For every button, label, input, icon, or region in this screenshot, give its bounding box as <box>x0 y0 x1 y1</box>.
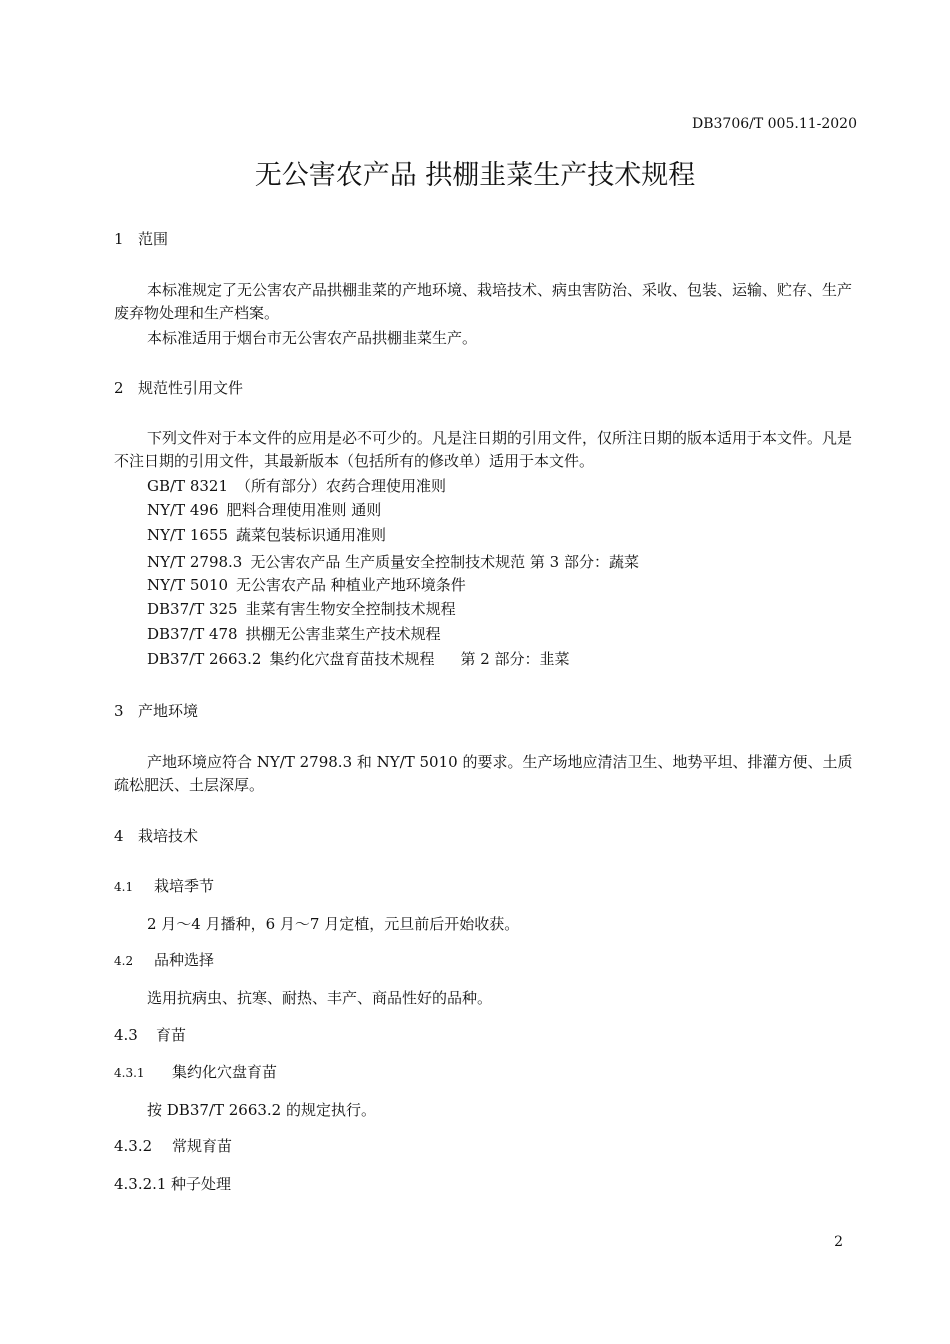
section-title: 范围 <box>138 230 169 248</box>
section-1-paragraph-2: 本标准适用于烟台市无公害农产品拱棚韭菜生产。 <box>147 329 478 347</box>
reference-name: 蔬菜包装标识通用准则 <box>236 526 387 544</box>
reference-code: NY/T 2798.3 <box>147 553 243 571</box>
subsection-4-2-paragraph: 选用抗病虫、抗寒、耐热、丰产、商品性好的品种。 <box>147 989 493 1007</box>
reference-code: NY/T 496 <box>147 501 219 519</box>
reference-item <box>147 555 639 570</box>
subsection-4-3-1-paragraph: 按 DB37/T 2663.2 的规定执行。 <box>147 1101 376 1119</box>
reference-name: 肥料合理使用准则 通则 <box>226 501 382 519</box>
subsection-4-3-2-1-heading <box>114 1177 231 1192</box>
reference-name: 韭菜有害生物安全控制技术规程 <box>245 600 456 618</box>
subsection-number: 4.3.1 <box>114 1066 145 1080</box>
reference-part: 第 2 部分：韭菜 <box>460 650 570 668</box>
subsection-title: 常规育苗 <box>172 1137 233 1155</box>
section-1-heading <box>114 232 168 247</box>
subsection-title: 栽培季节 <box>154 877 215 895</box>
subsection-number: 4.3 <box>114 1026 138 1044</box>
subsection-title: 育苗 <box>156 1026 187 1044</box>
reference-code: GB/T 8321 <box>147 477 229 495</box>
section-3-paragraph-1: 产地环境应符合 NY/T 2798.3 和 NY/T 5010 的要求。生产场地应清洁卫生、地势平坦、排灌方便、土质疏松肥沃、土层深厚。 <box>114 753 853 794</box>
reference-code: DB37/T 2663.2 <box>147 650 262 668</box>
reference-name: 无公害农产品 种植业产地环境条件 <box>236 576 466 594</box>
subsection-title: 种子处理 <box>171 1175 232 1193</box>
reference-item <box>147 503 381 518</box>
subsection-number: 4.1 <box>114 880 134 894</box>
reference-item <box>147 652 570 667</box>
reference-item <box>147 578 466 593</box>
section-1-paragraph-1: 本标准规定了无公害农产品拱棚韭菜的产地环境、栽培技术、病虫害防治、采收、包装、运输、贮存、生产废弃物处理和生产档案。 <box>114 281 853 322</box>
section-title: 产地环境 <box>138 702 199 720</box>
page-number: 2 <box>834 1234 843 1250</box>
section-number: 1 <box>114 230 124 248</box>
section-number: 4 <box>114 827 124 845</box>
section-number: 2 <box>114 379 124 397</box>
section-4-heading <box>114 829 198 844</box>
subsection-4-2-heading <box>114 953 214 968</box>
subsection-number: 4.2 <box>114 954 134 968</box>
reference-item <box>147 479 446 494</box>
reference-item <box>147 528 386 543</box>
section-number: 3 <box>114 702 124 720</box>
subsection-title: 品种选择 <box>154 951 215 969</box>
subsection-4-1-heading <box>114 879 214 894</box>
reference-name: （所有部分）农药合理使用准则 <box>236 477 447 495</box>
reference-code: NY/T 1655 <box>147 526 229 544</box>
section-3-heading <box>114 704 198 719</box>
subsection-4-3-heading <box>114 1028 186 1043</box>
subsection-4-3-2-heading <box>114 1139 232 1154</box>
subsection-4-3-1-heading <box>114 1065 277 1080</box>
reference-code: NY/T 5010 <box>147 576 229 594</box>
reference-item <box>147 602 456 617</box>
reference-item <box>147 627 441 642</box>
subsection-number: 4.3.2.1 <box>114 1175 167 1193</box>
reference-code: DB37/T 325 <box>147 600 238 618</box>
subsection-title: 集约化穴盘育苗 <box>172 1063 278 1081</box>
document-number: DB3706/T 005.11-2020 <box>692 116 857 132</box>
reference-code: DB37/T 478 <box>147 625 238 643</box>
subsection-4-1-paragraph: 2 月～4 月播种，6 月～7 月定植，元旦前后开始收获。 <box>147 915 520 933</box>
document-title: 无公害农产品 拱棚韭菜生产技术规程 <box>254 160 696 191</box>
section-2-paragraph-1: 下列文件对于本文件的应用是必不可少的。凡是注日期的引用文件，仅所注日期的版本适用于本文件。凡是不注日期的引用文件，其最新版本（包括所有的修改单）适用于本文件。 <box>114 429 853 470</box>
section-title: 规范性引用文件 <box>138 379 244 397</box>
reference-name: 拱棚无公害韭菜生产技术规程 <box>245 625 441 643</box>
subsection-number: 4.3.2 <box>114 1137 153 1155</box>
section-title: 栽培技术 <box>138 827 199 845</box>
section-2-heading <box>114 381 243 396</box>
reference-name: 集约化穴盘育苗技术规程 <box>269 650 435 668</box>
reference-name: 无公害农产品 生产质量安全控制技术规范 第 3 部分：蔬菜 <box>250 553 639 571</box>
